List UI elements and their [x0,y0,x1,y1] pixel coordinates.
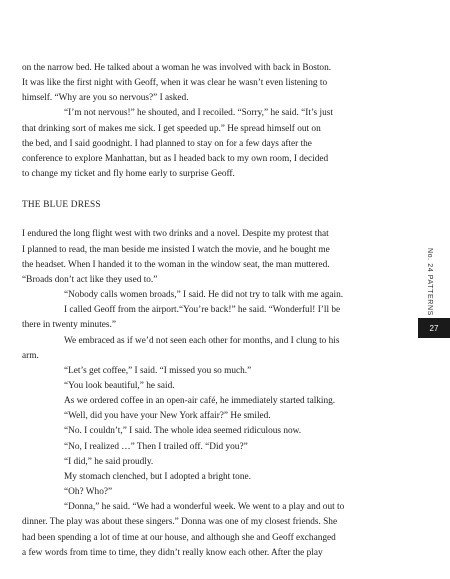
text-line: As we ordered coffee in an open-air café, he immediately started talking. [64,396,336,407]
text-line: “Well, did you have your New York affair?” He smiled. [64,411,271,422]
text-line: “Nobody calls women broads,” I said. He did not try to talk with me again. [64,290,344,301]
text-line: a few words from time to time, they didn’t really know each other. After the play [22,547,323,558]
text-line: I called Geoff from the airport.“You’re back!” he said. “Wonderful! I’ll be [64,305,341,316]
section-heading: THE BLUE DRESS [22,200,101,211]
page-number-tab [418,318,450,338]
text-line: “Let’s get coffee,” I said. “I missed you so much.” [64,365,252,376]
text-line: the headset. When I handed it to the woman in the window seat, the man muttered. [22,259,330,270]
text-line: on the narrow bed. He talked about a woman he was involved with back in Boston. [22,63,332,73]
page-body [22,61,382,561]
text-line: arm. [22,350,39,361]
text-line: “Donna,” he said. “We had a wonderful week. We went to a play and out to [64,502,345,513]
text-line: It was like the first night with Geoff, when it was clear he wasn’t even listening to [22,78,328,89]
text-line: dinner. The play was about these singers.” Donna was one of my closest friends. She [22,517,338,528]
text-line: there in twenty minutes.” [22,320,116,331]
text-line: “I’m not nervous!” he shouted, and I recoiled. “Sorry,” he said. “It’s just [64,108,333,119]
text-line: “You look beautiful,” he said. [64,380,175,391]
text-line: “No, I realized …” Then I trailed off. “Did you?” [64,441,248,452]
text-line: My stomach clenched, but I adopted a bright tone. [64,471,251,482]
text-line: that drinking sort of makes me sick. I get speeded up.” He spread himself out on [22,123,321,134]
text-line: conference to explore Manhattan, but as I headed back to my own room, I decided [22,153,329,164]
text-line: “I did,” he said proudly. [64,456,154,467]
text-line: I planned to read, the man beside me insisted I watch the movie, and he bought me [22,244,330,255]
text-line: I endured the long flight west with two drinks and a novel. Despite my protest that [22,229,329,240]
page-number: 27 [429,323,439,333]
text-line: We embraced as if we’d not seen each other for months, and I clung to his [64,335,340,346]
text-line: had been spending a lot of time at our house, and although she and Geoff exchanged [22,532,336,543]
issue-label: No. 24 PATTERNS [426,248,433,316]
text-line: “No. I couldn’t,” I said. The whole idea seemed ridiculous now. [64,426,302,437]
text-line: “Broads don’t act like they used to.” [22,274,158,285]
text-line: to change my ticket and fly home early to surprise Geoff. [22,169,235,180]
text-line: himself. “Why are you so nervous?” I asked. [22,93,189,104]
text-line: “Oh? Who?” [64,487,113,498]
text-line: the bed, and I said goodnight. I had planned to stay on for a few days after the [22,138,312,149]
